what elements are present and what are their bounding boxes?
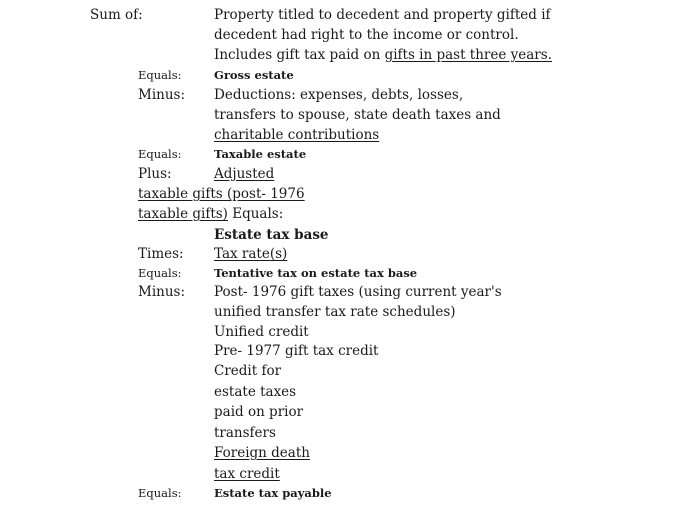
deductions-line-2: transfers to spouse, state death taxes and: [214, 107, 501, 123]
sum-of-line-2: decedent had right to the income or control.: [214, 27, 519, 43]
tentative-equals-label: Equals:: [138, 266, 182, 280]
deductions-minus-label: Minus:: [138, 87, 186, 103]
adjusted-link[interactable]: Adjusted: [214, 166, 275, 182]
estate-tax-payable-value: Estate tax payable: [214, 486, 332, 500]
gross-estate-value: Gross estate: [214, 68, 294, 82]
taxable-estate-value: Taxable estate: [214, 147, 307, 161]
credits-line-7: paid on prior: [214, 404, 304, 420]
estate-tax-base-value: Estate tax base: [214, 227, 329, 243]
credits-line-8: transfers: [214, 425, 276, 441]
sum-of-line-3: [214, 49, 552, 63]
tax-rates-link[interactable]: Tax rate(s): [214, 246, 288, 262]
sum-of-label: Sum of:: [90, 7, 143, 23]
taxable-gifts-post-1976-link[interactable]: taxable gifts (post- 1976: [138, 186, 305, 202]
credits-line-1: Post- 1976 gift taxes (using current year's: [214, 284, 502, 300]
sum-of-line-3-text: Includes gift tax paid on: [214, 47, 385, 63]
credits-line-5: Credit for: [214, 363, 282, 379]
unified-credit-line: Unified credit: [214, 324, 309, 340]
taxable-equals-label: Equals:: [138, 147, 182, 161]
taxable-gifts-line: [138, 208, 283, 222]
gross-equals-label: Equals:: [138, 68, 182, 82]
foreign-death-link[interactable]: Foreign death: [214, 445, 310, 461]
adjusted-plus-label: Plus:: [138, 166, 172, 182]
payable-equals-label: Equals:: [138, 486, 182, 500]
deductions-line-1: Deductions: expenses, debts, losses,: [214, 87, 464, 103]
sum-of-line-1: Property titled to decedent and property gifted if: [214, 7, 551, 23]
charitable-contributions-link[interactable]: charitable contributions: [214, 127, 380, 143]
tentative-tax-value: Tentative tax on estate tax base: [214, 266, 418, 280]
credits-minus-label: Minus:: [138, 284, 186, 300]
pre-1977-credit-line: Pre- 1977 gift tax credit: [214, 343, 379, 359]
credits-line-6: estate taxes: [214, 384, 297, 400]
rates-times-label: Times:: [138, 246, 184, 262]
tax-credit-link[interactable]: tax credit: [214, 466, 280, 482]
credits-line-2: unified transfer tax rate schedules): [214, 304, 456, 320]
taxable-gifts-link[interactable]: taxable gifts): [138, 206, 228, 222]
gifts-past-three-years-link[interactable]: gifts in past three years.: [384, 47, 552, 63]
taxable-gifts-equals-text: Equals:: [227, 206, 284, 222]
